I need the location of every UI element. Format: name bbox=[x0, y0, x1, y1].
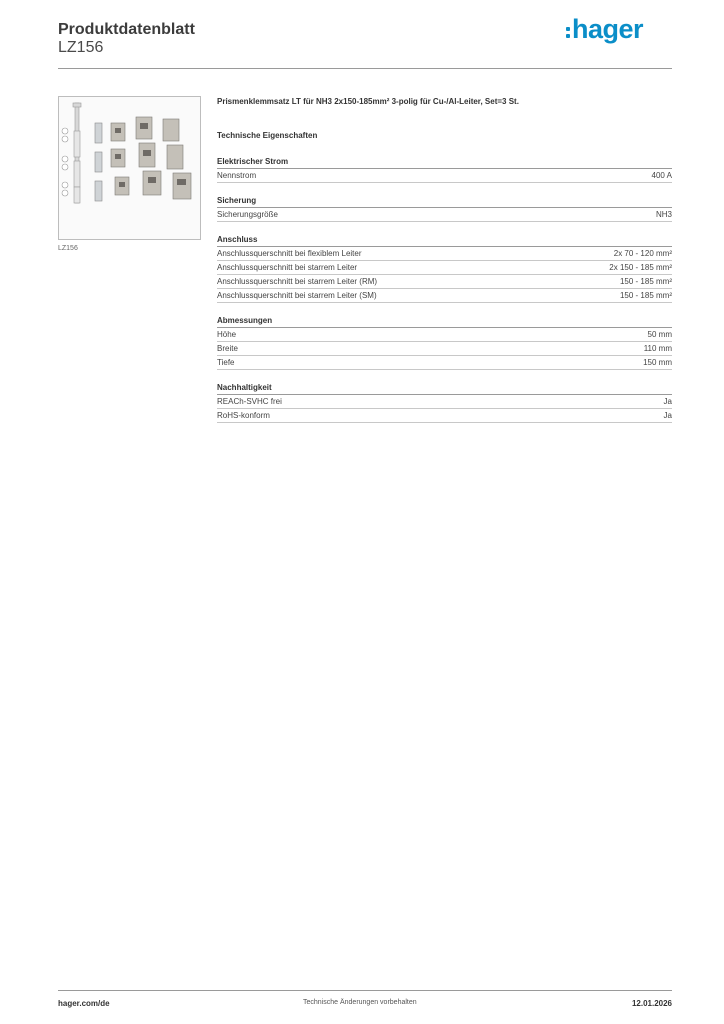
row-value: 110 mm bbox=[643, 344, 672, 353]
section-title: Nachhaltigkeit bbox=[217, 380, 672, 395]
image-caption: LZ156 bbox=[58, 245, 78, 252]
section-title: Elektrischer Strom bbox=[217, 154, 672, 169]
row-value: 2x 150 - 185 mm² bbox=[609, 263, 672, 272]
row-label: Anschlussquerschnitt bei starrem Leiter (SM) bbox=[217, 291, 377, 300]
clamp-set-illustration bbox=[59, 97, 200, 239]
section-electrical-current bbox=[217, 154, 672, 183]
product-image bbox=[58, 96, 201, 240]
technical-properties-heading: Technische Eigenschaften bbox=[217, 131, 318, 140]
row-label: Anschlussquerschnitt bei starrem Leiter (RM) bbox=[217, 277, 378, 286]
row-value: Ja bbox=[663, 411, 672, 420]
page-title: Produktdatenblatt bbox=[58, 21, 195, 38]
row-label: Anschlussquerschnitt bei starrem Leiter bbox=[217, 263, 358, 272]
footer-website-link[interactable]: hager.com/de bbox=[58, 999, 110, 1008]
table-row bbox=[217, 395, 672, 409]
table-row bbox=[217, 275, 672, 289]
section-dimensions bbox=[217, 313, 672, 370]
table-row bbox=[217, 289, 672, 303]
table-row bbox=[217, 328, 672, 342]
footer-divider bbox=[58, 990, 672, 991]
row-value: 150 mm bbox=[643, 358, 672, 367]
table-row bbox=[217, 247, 672, 261]
table-row bbox=[217, 342, 672, 356]
row-label: Breite bbox=[217, 344, 238, 353]
logo-text: hager bbox=[572, 14, 644, 44]
row-value: 150 - 185 mm² bbox=[619, 277, 672, 286]
row-label: Tiefe bbox=[217, 358, 235, 367]
row-label: RoHS-konform bbox=[217, 411, 270, 420]
table-row bbox=[217, 169, 672, 183]
footer-notice: Technische Änderungen vorbehalten bbox=[303, 999, 417, 1006]
section-connection bbox=[217, 232, 672, 303]
section-title: Abmessungen bbox=[217, 313, 672, 328]
hager-logo[interactable] bbox=[566, 16, 643, 43]
row-label: REACh-SVHC frei bbox=[217, 397, 282, 406]
row-value: 2x 70 - 120 mm² bbox=[613, 249, 672, 258]
row-value: 400 A bbox=[651, 171, 672, 180]
section-title: Sicherung bbox=[217, 193, 672, 208]
section-fuse bbox=[217, 193, 672, 222]
product-description: Prismenklemmsatz LT für NH3 2x150-185mm² 3-polig für Cu-/Al-Leiter, Set=3 St. bbox=[217, 97, 519, 106]
product-code: LZ156 bbox=[58, 39, 104, 56]
table-row bbox=[217, 409, 672, 423]
row-value: 150 - 185 mm² bbox=[619, 291, 672, 300]
row-label: Sicherungsgröße bbox=[217, 210, 278, 219]
table-row bbox=[217, 261, 672, 275]
table-row bbox=[217, 356, 672, 370]
row-label: Anschlussquerschnitt bei flexiblem Leiter bbox=[217, 249, 362, 258]
table-row bbox=[217, 208, 672, 222]
footer-date: 12.01.2026 bbox=[631, 999, 672, 1008]
section-sustainability bbox=[217, 380, 672, 423]
product-details bbox=[217, 96, 672, 423]
row-value: Ja bbox=[663, 397, 672, 406]
header-divider bbox=[58, 68, 672, 69]
row-value: 50 mm bbox=[647, 330, 672, 339]
row-label: Nennstrom bbox=[217, 171, 257, 180]
section-title: Anschluss bbox=[217, 232, 672, 247]
logo-dots-icon bbox=[566, 27, 570, 38]
row-label: Höhe bbox=[217, 330, 237, 339]
row-value: NH3 bbox=[655, 210, 672, 219]
